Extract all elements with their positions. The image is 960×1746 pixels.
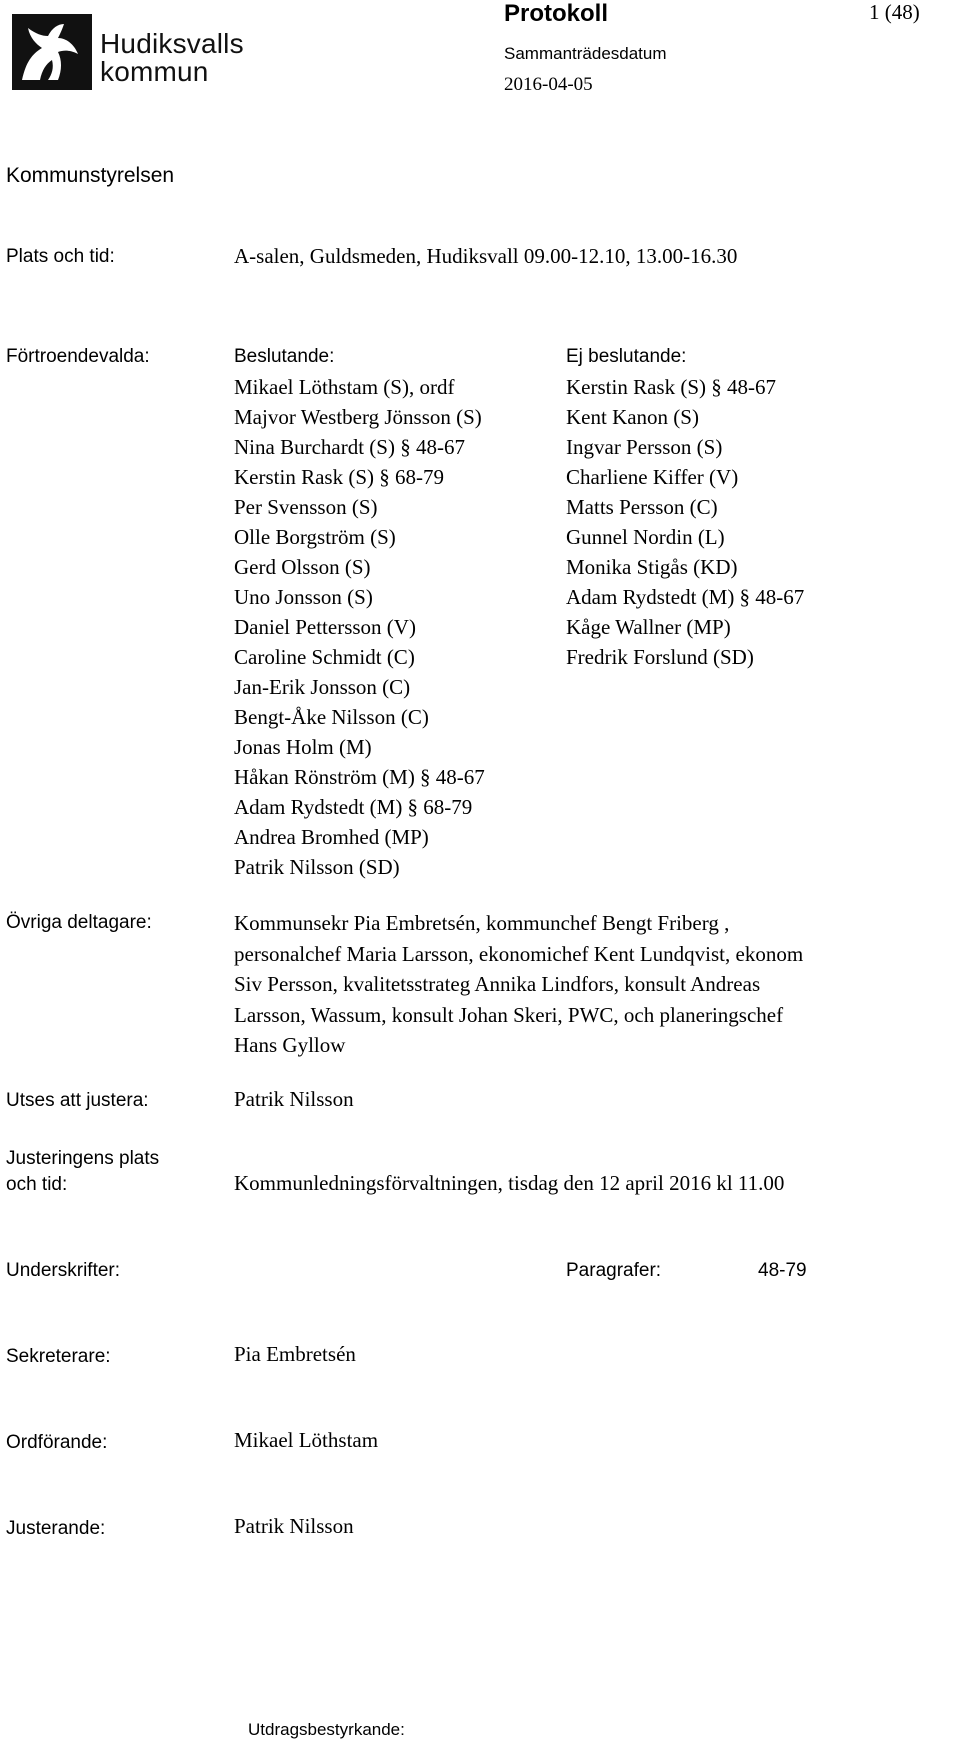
- non-deciding-member: Gunnel Nordin (L): [566, 525, 725, 549]
- others-line: Larsson, Wassum, konsult Johan Skeri, PWC, och planeringschef: [234, 1002, 784, 1027]
- municipality-logo: [12, 14, 262, 94]
- signatures-label: Underskrifter:: [6, 1260, 121, 1281]
- deciding-member: Gerd Olsson (S): [234, 555, 371, 579]
- deciding-member: Håkan Rönström (M) § 48-67: [234, 765, 485, 789]
- secretary-name: Pia Embretsén: [234, 1342, 356, 1366]
- committee-name: Kommunstyrelsen: [6, 164, 175, 187]
- non-deciding-member: Kent Kanon (S): [566, 405, 699, 429]
- non-deciding-member: Charliene Kiffer (V): [566, 465, 739, 489]
- secretary-label: Sekreterare:: [6, 1346, 111, 1367]
- extract-certification-label: Utdragsbestyrkande:: [248, 1720, 405, 1739]
- non-deciding-member: Monika Stigås (KD): [566, 555, 738, 579]
- place-time-value: A-salen, Guldsmeden, Hudiksvall 09.00-12.10, 13.00-16.30: [234, 244, 738, 268]
- deciding-member: Olle Borgström (S): [234, 525, 396, 549]
- adjustment-label-line-2: och tid:: [6, 1174, 68, 1195]
- non-deciding-member: Matts Persson (C): [566, 495, 718, 519]
- deciding-member: Per Svensson (S): [234, 495, 378, 519]
- deciding-member: Nina Burchardt (S) § 48-67: [234, 435, 465, 459]
- others-line: personalchef Maria Larsson, ekonomichef Kent Lundqvist, ekonom: [234, 941, 804, 966]
- deciding-member: Jan-Erik Jonsson (C): [234, 675, 411, 699]
- others-line: Hans Gyllow: [234, 1033, 346, 1057]
- document-title: Protokoll: [504, 0, 609, 27]
- justerande-name: Patrik Nilsson: [234, 1514, 354, 1538]
- deciding-member: Daniel Pettersson (V): [234, 615, 416, 639]
- others-line: Kommunsekr Pia Embretsén, kommunchef Bengt Friberg ,: [234, 911, 730, 935]
- others-label: Övriga deltagare:: [6, 912, 152, 933]
- deciding-member: Patrik Nilsson (SD): [234, 855, 400, 879]
- deciding-member: Andrea Bromhed (MP): [234, 825, 429, 849]
- deciding-member: Uno Jonsson (S): [234, 585, 373, 609]
- non-deciding-member: Ingvar Persson (S): [566, 435, 723, 459]
- deciding-member: Bengt-Åke Nilsson (C): [234, 705, 429, 729]
- non-deciding-member: Adam Rydstedt (M) § 48-67: [566, 585, 805, 609]
- paragraphs-value: 48-79: [758, 1260, 807, 1281]
- deciding-header: Beslutande:: [234, 346, 335, 367]
- chair-name: Mikael Löthstam: [234, 1428, 379, 1452]
- deciding-member: Majvor Westberg Jönsson (S): [234, 405, 482, 429]
- deciding-member: Caroline Schmidt (C): [234, 645, 415, 669]
- brand-line-1: Hudiksvalls: [100, 28, 244, 59]
- goat-emblem-icon: [12, 14, 92, 90]
- meeting-date: 2016-04-05: [504, 74, 593, 95]
- brand-line-2: kommun: [100, 56, 209, 87]
- deciding-member: Adam Rydstedt (M) § 68-79: [234, 795, 473, 819]
- non-deciding-header: Ej beslutande:: [566, 346, 687, 367]
- deciding-member: Kerstin Rask (S) § 68-79: [234, 465, 444, 489]
- chair-label: Ordförande:: [6, 1432, 108, 1453]
- justerande-label: Justerande:: [6, 1518, 106, 1539]
- non-deciding-column: [566, 342, 804, 672]
- place-time-label: Plats och tid:: [6, 246, 115, 267]
- deciding-member: Jonas Holm (M): [234, 735, 372, 759]
- adjustment-value: Kommunledningsförvaltningen, tisdag den 12 april 2016 kl 11.00: [234, 1171, 785, 1195]
- non-deciding-member: Kåge Wallner (MP): [566, 615, 731, 639]
- non-deciding-member: Kerstin Rask (S) § 48-67: [566, 375, 776, 399]
- deciding-member: Mikael Löthstam (S), ordf: [234, 375, 455, 399]
- others-line: Siv Persson, kvalitetsstrateg Annika Lindfors, konsult Andreas: [234, 972, 761, 996]
- deciding-column: [234, 342, 485, 882]
- page-number: 1 (48): [869, 0, 920, 24]
- non-deciding-member: Fredrik Forslund (SD): [566, 645, 754, 669]
- adjuster-label: Utses att justera:: [6, 1090, 149, 1111]
- adjuster-value: Patrik Nilsson: [234, 1087, 354, 1111]
- elected-label: Förtroendevalda:: [6, 346, 150, 367]
- paragraphs-label: Paragrafer:: [566, 1260, 662, 1281]
- others-list: [234, 908, 934, 1061]
- adjustment-label-line-1: Justeringens plats: [6, 1148, 160, 1169]
- meeting-date-label: Sammanträdesdatum: [504, 44, 667, 63]
